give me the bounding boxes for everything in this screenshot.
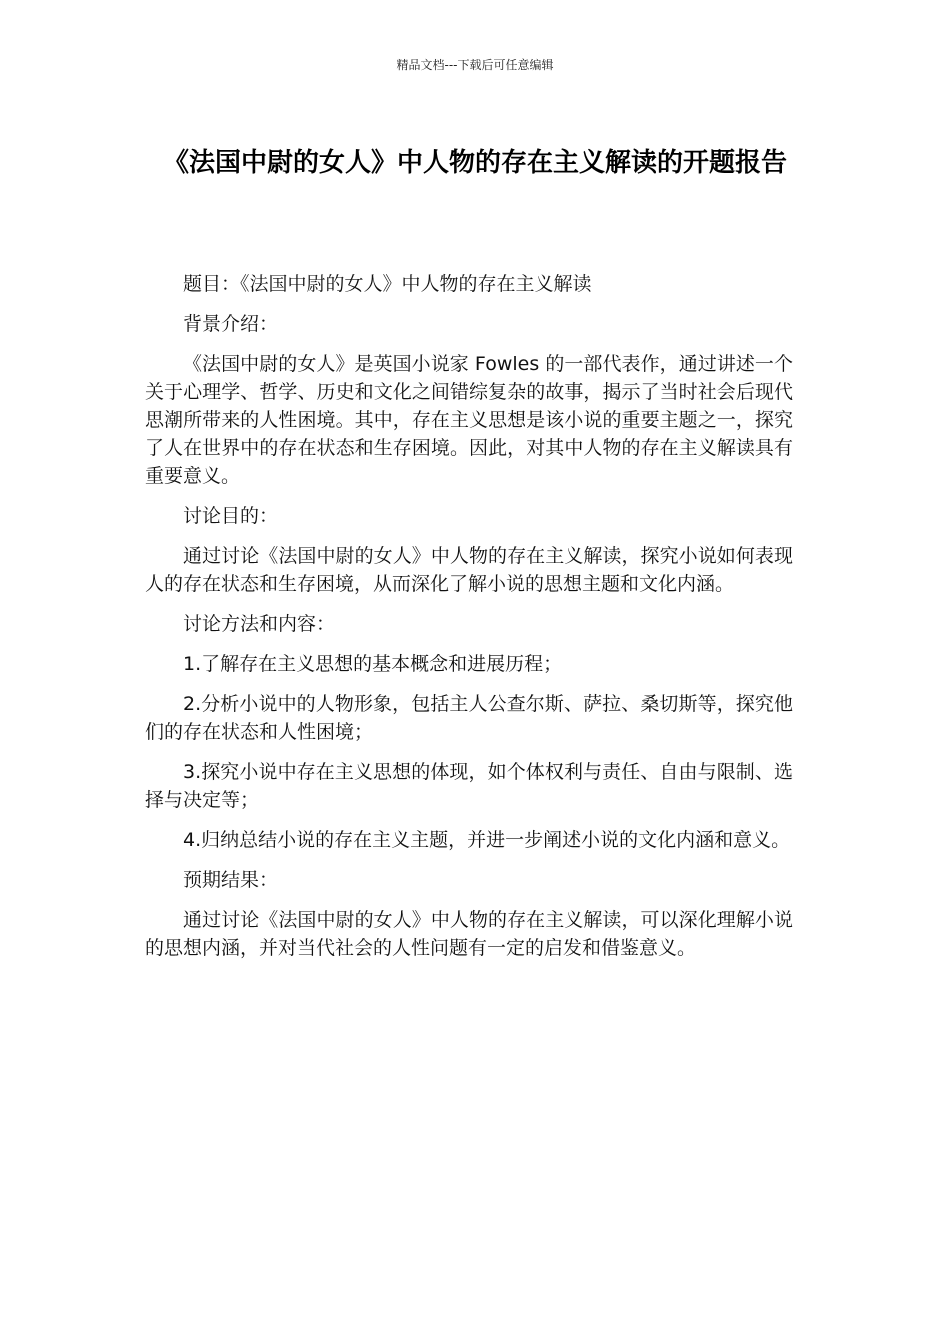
methods-list-item: 4.归纳总结小说的存在主义主题，并进一步阐述小说的文化内涵和意义。 — [183, 829, 791, 851]
methods-list-item: 2.分析小说中的人物形象，包括主人公查尔斯、萨拉、桑切斯等，探究他们的存在状态和人性困境； — [145, 693, 793, 743]
page-header-watermark: 精品文档---下载后可任意编辑 — [396, 58, 554, 72]
methods-heading: 讨论方法和内容： — [183, 613, 336, 635]
methods-list-item: 1.了解存在主义思想的基本概念和进展历程； — [183, 653, 563, 675]
expected-heading: 预期结果： — [183, 869, 279, 891]
background-heading: 背景介绍： — [183, 313, 279, 335]
topic-line: 题目：《法国中尉的女人》中人物的存在主义解读 — [183, 273, 592, 295]
purpose-text: 通过讨论《法国中尉的女人》中人物的存在主义解读，探究小说如何表现人的存在状态和生存困境，从而深化了解小说的思想主题和文化内涵。 — [145, 545, 793, 595]
expected-text: 通过讨论《法国中尉的女人》中人物的存在主义解读，可以深化理解小说的思想内涵，并对当代社会的人性问题有一定的启发和借鉴意义。 — [145, 909, 793, 959]
background-text: 《法国中尉的女人》是英国小说家 Fowles 的一部代表作，通过讲述一个关于心理学、哲学、历史和文化之间错综复杂的故事，揭示了当时社会后现代思潮所带来的人性困境。其中，存在主义思想是该小说的重要主题之一，探究了人在世界中的存在状态和生存困境。因此，对其中人物的存在主义解读具有重要意义。 — [145, 353, 793, 487]
document-title: 《法国中尉的女人》中人物的存在主义解读的开题报告 — [162, 148, 787, 178]
purpose-heading: 讨论目的： — [183, 505, 279, 527]
document-body — [145, 270, 793, 974]
methods-list-item: 3.探究小说中存在主义思想的体现，如个体权利与责任、自由与限制、选择与决定等； — [145, 761, 793, 811]
